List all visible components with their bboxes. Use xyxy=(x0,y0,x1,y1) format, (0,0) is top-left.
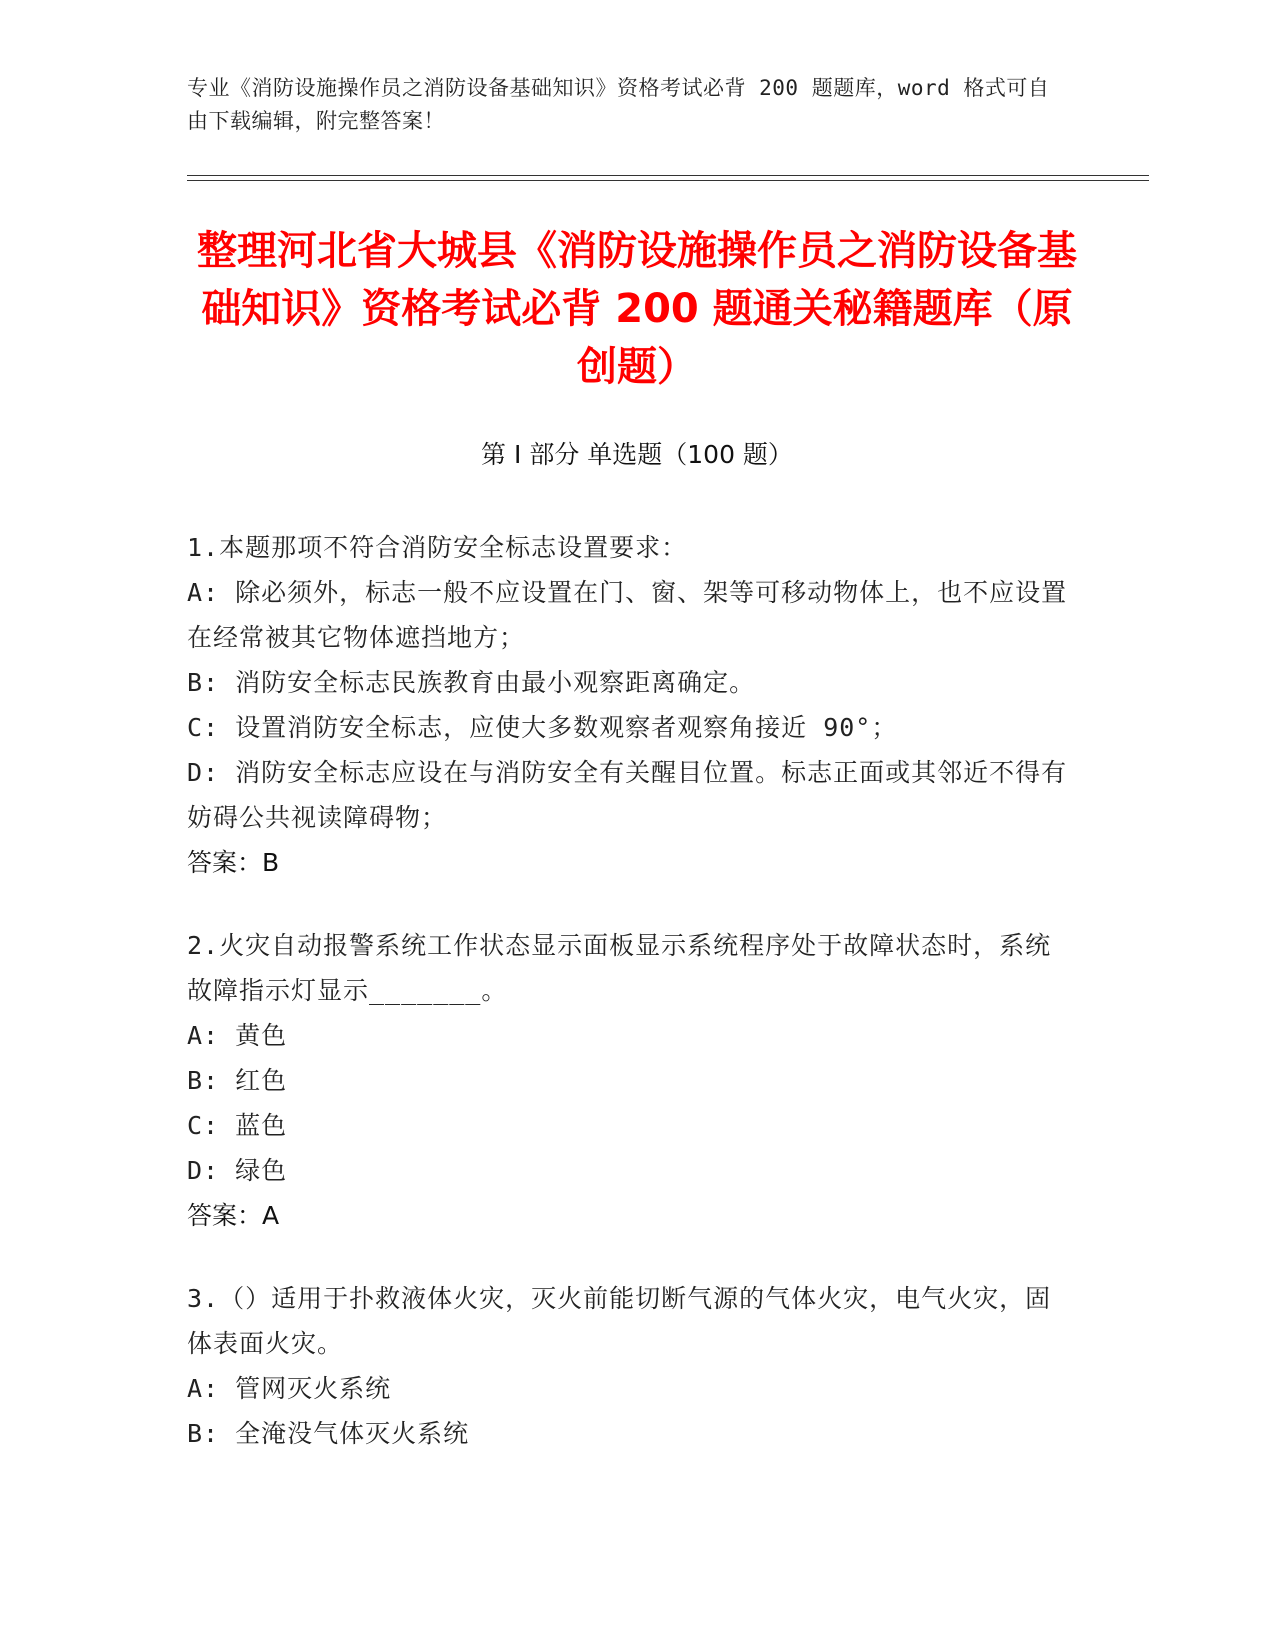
question-text: 1.本题那项不符合消防安全标志设置要求： xyxy=(187,533,688,562)
option-b: B: 消防安全标志民族教育由最小观察距离确定。 xyxy=(187,668,756,697)
option-a: A: 除必须外，标志一般不应设置在门、窗、架等可移动物体上，也不应设置在经常被其它物体遮挡地方； xyxy=(187,578,1068,652)
option-d: D: 消防安全标志应设在与消防安全有关醒目位置。标志正面或其邻近不得有妨碍公共视读障碍物； xyxy=(187,758,1068,832)
section-heading: 第 I 部分 单选题（100 题） xyxy=(481,440,793,469)
option-b: B: 红色 xyxy=(187,1066,288,1095)
option-b: B: 全淹没气体灭火系统 xyxy=(187,1419,470,1448)
answer: 答案：B xyxy=(187,848,280,877)
question-list xyxy=(187,525,1077,1494)
question-3 xyxy=(187,1276,1077,1456)
question-2 xyxy=(187,923,1077,1238)
header-rule-top xyxy=(187,175,1149,176)
question-text: 3.（）适用于扑救液体火灾，灭火前能切断气源的气体火灾，电气火灾，固体表面火灾。 xyxy=(187,1284,1052,1358)
option-a: A: 管网灭火系统 xyxy=(187,1374,392,1403)
option-d: D: 绿色 xyxy=(187,1156,288,1185)
option-c: C: 设置消防安全标志，应使大多数观察者观察角接近 90°； xyxy=(187,713,898,742)
option-c: C: 蓝色 xyxy=(187,1111,288,1140)
question-1 xyxy=(187,525,1077,885)
header-rule-bottom xyxy=(187,180,1149,181)
option-a: A: 黄色 xyxy=(187,1021,288,1050)
question-text: 2.火灾自动报警系统工作状态显示面板显示系统程序处于故障状态时，系统故障指示灯显示_______。 xyxy=(187,931,1052,1005)
document-title: 整理河北省大城县《消防设施操作员之消防设备基础知识》资格考试必背 200 题通关秘籍题库（原创题） xyxy=(197,228,1077,390)
header-note: 专业《消防设施操作员之消防设备基础知识》资格考试必背 200 题题库，word 格式可自由下载编辑，附完整答案！ xyxy=(187,76,1050,133)
answer: 答案：A xyxy=(187,1201,280,1230)
